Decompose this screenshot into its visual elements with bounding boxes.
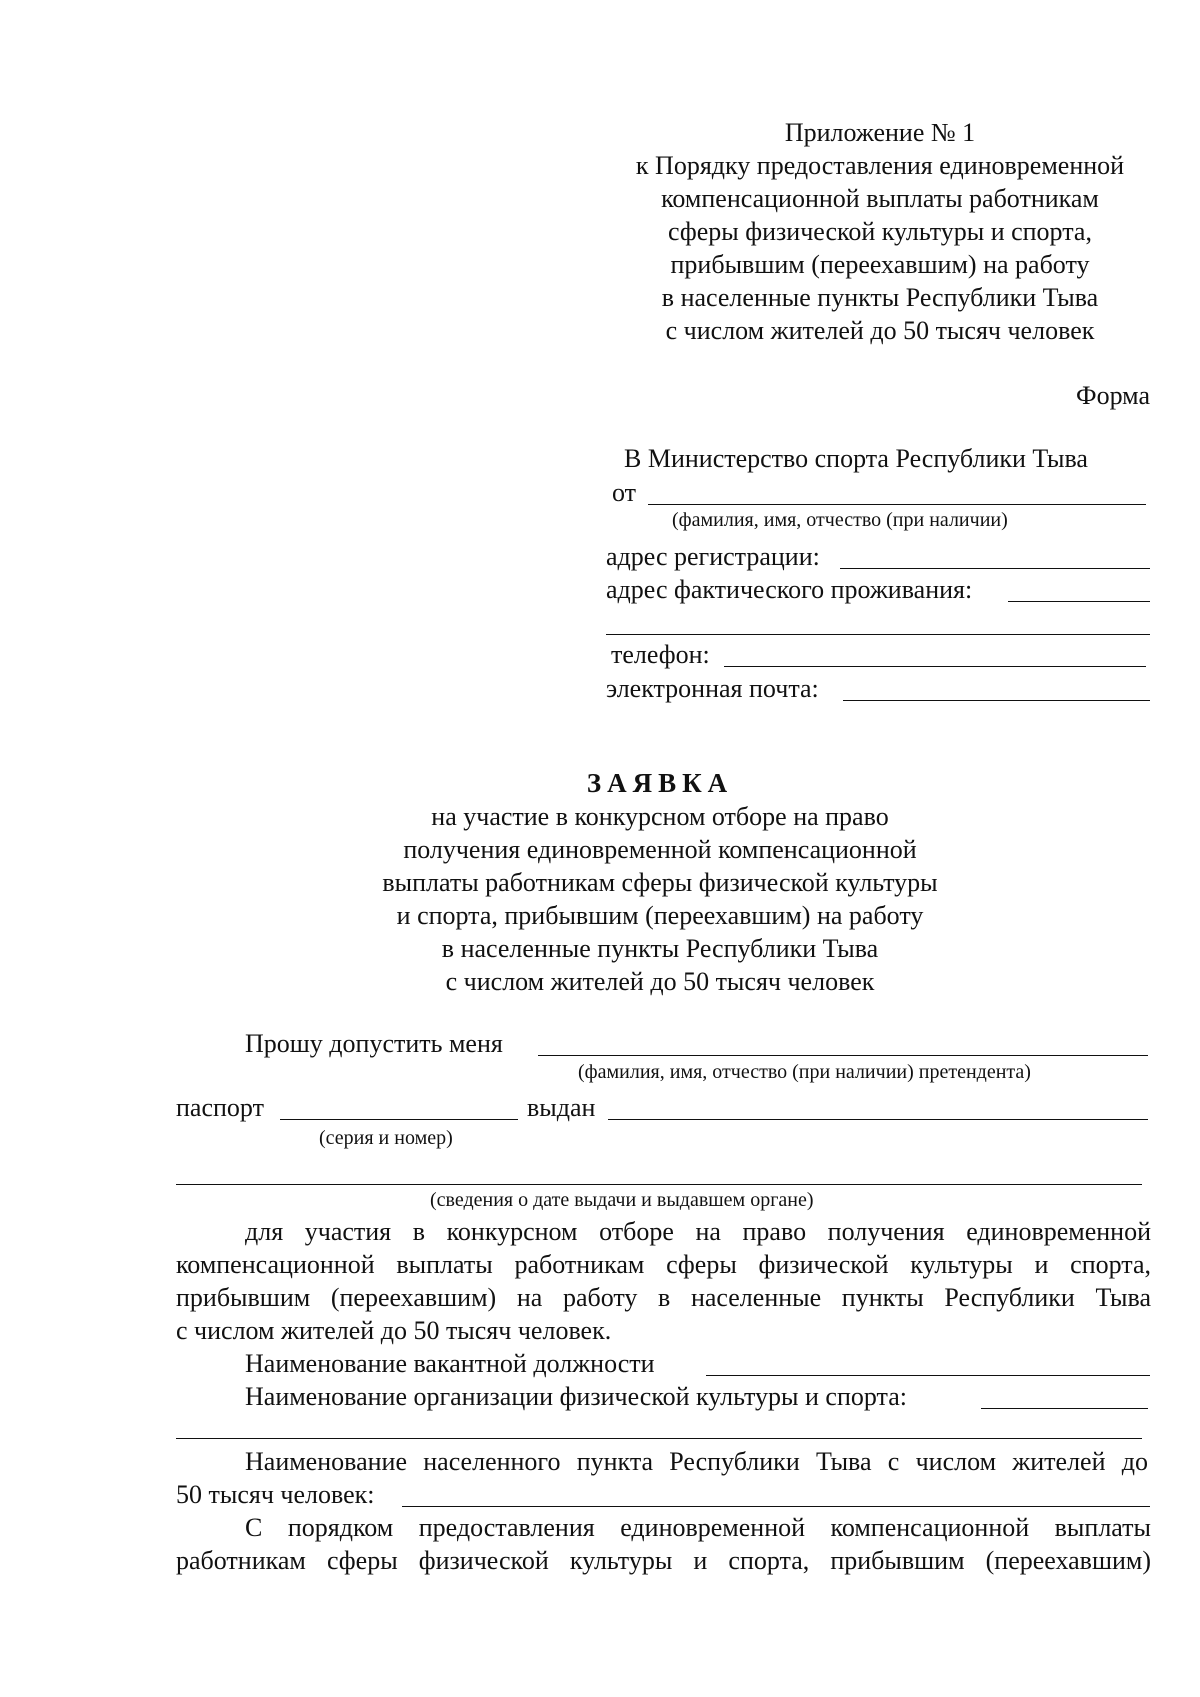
appendix-line: к Порядку предоставления единовременной — [635, 151, 1125, 180]
form-label: Форма — [1076, 381, 1150, 410]
purpose-line: для участия в конкурсном отборе на право получения единовременной — [245, 1217, 1151, 1246]
closing-line: работникам сферы физической культуры и спорта, прибывшим (переехавшим) — [176, 1546, 1151, 1575]
email-label: электронная почта: — [606, 674, 819, 703]
settlement-label: Наименование населенного пункта Республики Тыва с числом жителей до — [245, 1447, 1148, 1476]
addressee-to-line: В Министерство спорта Республики Тыва — [624, 444, 1088, 473]
actual-address-field-continued[interactable] — [606, 634, 1150, 635]
appendix-line: с числом жителей до 50 тысяч человек — [665, 316, 1095, 345]
appendix-title: Приложение № 1 — [784, 118, 976, 147]
appendix-line: сферы физической культуры и спорта, — [668, 217, 1092, 246]
subtitle-line: выплаты работникам сферы физической культуры — [382, 868, 938, 897]
document-heading: ЗАЯВКА — [586, 768, 734, 798]
vacancy-label: Наименование вакантной должности — [245, 1349, 655, 1378]
subtitle-line: в населенные пункты Республики Тыва — [441, 934, 879, 963]
from-label: от — [612, 478, 637, 507]
subtitle-line: получения единовременной компенсационной — [403, 835, 917, 864]
phone-label: телефон: — [611, 640, 710, 669]
subtitle-line: с числом жителей до 50 тысяч человек — [445, 967, 875, 996]
series-hint: (серия и номер) — [319, 1127, 453, 1149]
request-label: Прошу допустить меня — [245, 1029, 503, 1058]
closing-line: С порядком предоставления единовременной компенсационной выплаты — [245, 1513, 1151, 1542]
settlement-field[interactable] — [402, 1506, 1150, 1507]
reg-address-label: адрес регистрации: — [606, 542, 820, 571]
from-fio-field[interactable] — [648, 504, 1146, 505]
applicant-hint: (фамилия, имя, отчество (при наличии) претендента) — [578, 1061, 1031, 1083]
appendix-line: в населенные пункты Республики Тыва — [661, 283, 1099, 312]
subtitle-line: на участие в конкурсном отборе на право — [431, 802, 889, 831]
appendix-line: компенсационной выплаты работникам — [661, 184, 1099, 213]
reg-address-field[interactable] — [840, 568, 1150, 569]
purpose-line: компенсационной выплаты работникам сферы физической культуры и спорта, — [176, 1250, 1151, 1279]
actual-address-field[interactable] — [1008, 601, 1150, 602]
issued-label: выдан — [527, 1093, 596, 1122]
phone-field[interactable] — [724, 666, 1146, 667]
passport-label: паспорт — [176, 1093, 264, 1122]
passport-series-field[interactable] — [280, 1119, 518, 1120]
subtitle-line: и спорта, прибывшим (переехавшим) на работу — [396, 901, 924, 930]
actual-address-label: адрес фактического проживания: — [606, 575, 973, 604]
purpose-line: с числом жителей до 50 тысяч человек. — [176, 1316, 612, 1345]
purpose-line: прибывшим (переехавшим) на работу в населенные пункты Республики Тыва — [176, 1283, 1151, 1312]
applicant-fio-field[interactable] — [538, 1055, 1148, 1056]
email-field[interactable] — [843, 700, 1150, 701]
issued-by-field[interactable] — [608, 1119, 1148, 1120]
organization-field[interactable] — [981, 1408, 1148, 1409]
organization-field-continued[interactable] — [176, 1438, 1142, 1439]
vacancy-field[interactable] — [706, 1375, 1150, 1376]
issue-info-hint: (сведения о дате выдачи и выдавшем органе) — [430, 1189, 814, 1211]
settlement-label-continued: 50 тысяч человек: — [176, 1480, 375, 1509]
issue-info-field[interactable] — [176, 1184, 1142, 1185]
appendix-line: прибывшим (переехавшим) на работу — [670, 250, 1090, 279]
organization-label: Наименование организации физической культуры и спорта: — [245, 1382, 907, 1411]
fio-hint: (фамилия, имя, отчество (при наличии) — [672, 509, 1008, 531]
